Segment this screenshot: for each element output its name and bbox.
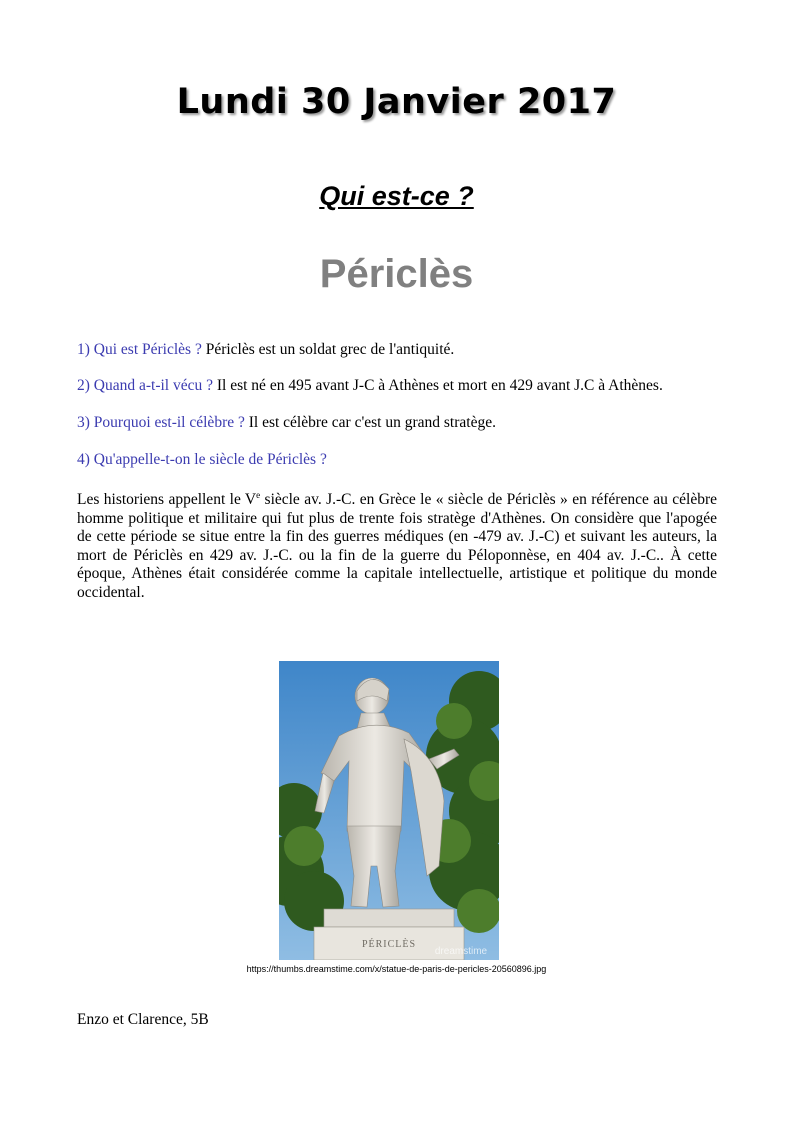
paragraph-part-2: siècle av. J.-C. en Grèce le « siècle de Périclès » en référence au célèbre homme politique et militaire qui fut plus de trente fois stratège d'Athènes. On considère que l'apogée de cette période se situe entre la fin des guerres médiques (en -479 av. J.-C) et suivant les auteurs, la mort de Périclès en 429 av. J.-C. ou la fin de la guerre du Péloponnèse, en 404 av. J.-C.. À cette époque, Athènes était considérée comme la capitale intellectuelle, artistique et politique du monde occidental. [77,491,718,601]
date-title: Lundi 30 Janvier 2017 [176,82,617,122]
pericles-statue-photo [279,661,499,960]
paragraph-superscript: e [256,490,261,500]
image-caption: https://thumbs.dreamstime.com/x/statue-de-paris-de-pericles-20560896.jpg [246,964,547,974]
page-title: Périclès [319,252,474,296]
question-4 [77,450,327,470]
answer-text: Il est célèbre car c'est un grand stratège. [244,414,496,431]
authors: Enzo et Clarence, 5B [77,1011,209,1028]
question-text: 2) Quand a-t-il vécu ? [77,377,213,394]
answer-paragraph [77,486,717,602]
answer-text: Périclès est un soldat grec de l'antiquité. [201,341,455,358]
question-1 [77,340,454,360]
paragraph-part-1: Les historiens appellent le V [77,491,257,509]
watermark-text: dreamstime [434,946,488,957]
subtitle: Qui est-ce ? [319,181,474,211]
question-2 [77,376,663,396]
question-text: 1) Qui est Périclès ? [77,341,202,358]
plinth-inscription: PÉRICLÈS [361,939,417,950]
answer-text: Il est né en 495 avant J-C à Athènes et mort en 429 avant J.C à Athènes. [213,377,663,394]
question-text: 3) Pourquoi est-il célèbre ? [77,414,245,431]
question-text: 4) Qu'appelle-t-on le siècle de Périclès ? [77,451,327,468]
question-3 [77,413,496,433]
